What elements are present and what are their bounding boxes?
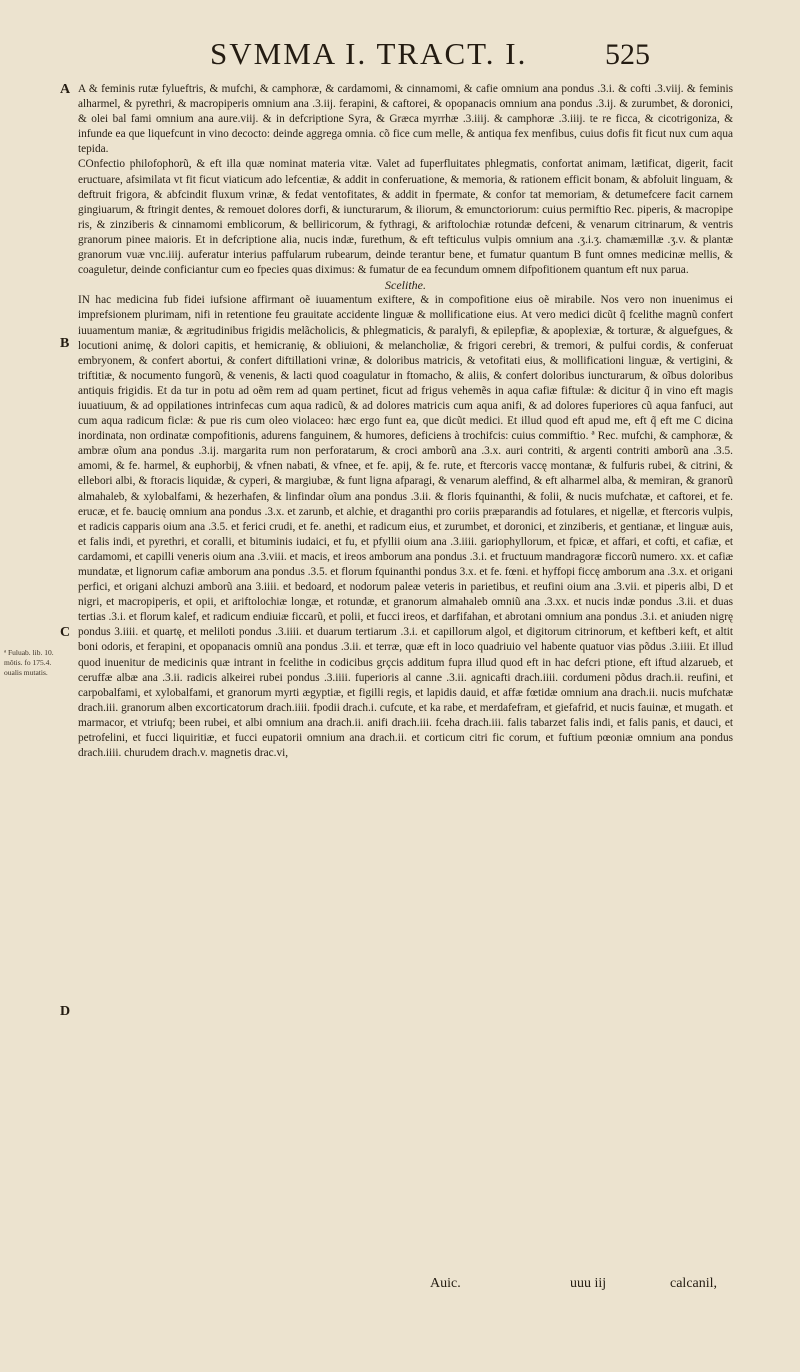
recipe-paragraph: A & feminis rutæ fylueftris, & mufchi, & camphoræ, & cardamomi, & cinnamomi, & cafie omnium ana pondus .3.i. & cofti .3.viij. & feminis alharmel, & pyrethri, & macropiperis omnium ana .3.iij. ferapini, & caftorei, & opopanacis omnium ana pondus .3.ij. & zurumbet, & doronici, & olei bal fami omnium ana aure.viij. & in defcriptione Syra, & Græca myrrhæ .3.iiij. & camphoræ .3.iiij. te re ficca, & cicotrigoniza, & infunde ea que liquefcunt in vino decocto: deinde aggrega omnia. cõ fice cum melle, & antiqua fex menfibus, cuius dofis fit ficut nux cum aqua tepida. <box>78 83 733 156</box>
section-heading: Scelithe. <box>385 278 426 293</box>
margin-note <box>4 648 70 678</box>
section-marker-d: D <box>60 1004 71 1019</box>
section-marker-a: A <box>60 82 71 97</box>
section-marker-c: C <box>60 625 71 640</box>
catchword: Auic. <box>430 1276 461 1291</box>
margin-note-line: oualis mutatis. <box>4 668 48 677</box>
confectio-paragraph: COnfectio philofophorũ, & eft illa quæ nominat materia vitæ. Valet ad fuperfluitates phlegmatis, confortat animam, lætificat, digerit, facit eructuare, afsimilata vt fit ficut viaticum ado lefcentiæ, & addit in conferuatione, & memoria, & rationem efficit bonam, & abfoluit linguam, & deftruit frigora, & abfcindit fluxum vrinæ, & fedat ventofitates, & addit in fpermate, & confor tat memoriam, & detumefcere facit carnem gingiuarum, & ftringit dentes, & remouet dolores dorfi, & iuncturarum, & iliorum, & emunctoriorum: cuius permiftio Rec. piperis, & macropipe ris, & zinziberis & cinnamomi emblicorum, & belliricorum, & fythragi, & ariftolochiæ rotundæ defceni, & venarum citrinarum, & ventris granorum pinee maioris. Et in defcriptione alia, nucis indæ, furethum, & eft tefticulus vulpis omnium ana .ʒ.i.ʒ. chamæmillæ .ʒ.v. & plantæ granorum vuæ vnc.iiij. auferatur interius paffularum rubearum, deinde terantur bene, et fumatur quantum B funt omnes medicinæ mellis, & coaguletur, deinde conficiantur cum eo fpecies quas diximus: & fumatur de ea fecundum omnem difpofitionem quantum eft nux parua. <box>78 158 733 277</box>
margin-note-line: ª Fuluab. lib. 10. <box>4 648 54 657</box>
signature-mark: uuu iij <box>570 1276 607 1291</box>
main-text <box>78 82 733 761</box>
running-title: SVMMA I. TRACT. I. <box>210 36 528 71</box>
margin-note-line: mõtis. fo 175.4. <box>4 658 52 667</box>
section-marker-b: B <box>60 336 70 351</box>
catchword-next: calcanil, <box>670 1276 718 1291</box>
folio-number: 525 <box>605 38 650 71</box>
scelithe-paragraph: IN hac medicina fub fidei iufsione affirmant oẽ iuuamentum exiftere, & in compofitione eius oẽ mirabile. Nos vero non inuenimus ei imprefsionem plurimam, nifi in retentione feu grauitate accidente linguæ & mollificatione eius. At vero medici dicũt q̃ fcelithe magnũ confert iuuamentum maniæ, & ægritudinibus frigidis melãcholicis, & phlegmaticis, & paralyfi, & epilepfiæ, & apoplexiæ, & torturæ, & alguefgues, & locutioni animę, & dolori capitis, et hemicranię, & obliuioni, & melancholiæ, & frigori cerebri, & tremori, & pulfui cordis, & conferuat embryonem, & confert abortui, & confert diftillationi vrinæ, & doloribus matricis, & vetofitati eius, & mollificationi linguæ, & vertigini, & triftitiæ, & nocumento fungorũ, & venenis, & lacti quod coagulatur in ftomacho, & aliis, & confert doloribus iuncturarum, & oĩbus doloribus antiquis frigidis. Et da tur in potu ad oẽm rem ad quam pertinet, ficut ad frigus vehemẽs in aqua cafiæ fiftulæ: & dicitur q̃ in vino eft magis iuuatiuum, & ad oppilationes intrinfecas cum aqua radicũ, & ad dolores matricis cum aqua anifi, & ad dolores fuperiores cũ aqua fanfuci, aut cum aqua radicum ficlæ: & pue ris cum oleo violaceo: hæc ergo funt ea, que dicũt medici. Et illud quod eft apud me, eft q̃ eft me C dicina inordinata, non ordinatæ compofitionis, adurens fanguinem, & humores, deficiens à trochifcis: cuius commiftio. ª Rec. mufchi, & camphoræ, & ambræ oĩum ana pondus .3.ij. margarita rum non perforatarum, & croci amborũ ana .3.x. auri contriti, & argenti contriti amborũ ana .3.5. amomi, & fe. harmel, & euphorbij, & vfnen nabati, & vfnee, et fe. apij, & fe. rute, et ftercoris vaccę montanæ, & fulfuris rubei, & citrini, & ellebori albi, & ftoracis liquidæ, & cyperi, & margiubæ, & funt ligna afparagi, & venarum aleffind, & eft alharmel alba, & memiran, & granorũ almahaleb, & xylobalfami, & hezerhafen, & linfindar oĩum ana pondus .3.ii. & floris fquinanthi, & folii, & nucis mufchatæ, et caftorei, et fe. erucæ, et fe. baucię omnium ana pondus .3.x. et zarunb, et alchie, et draganthi pro coriis præparandis ad fotulares, et nigellæ, et ftercoris vulpis, et radicis capparis oium ana .3.5. et ferici crudi, et fe. anethi, et radicum eius, et zurumbet, et doronici, et zinziberis, et gentianæ, et linguæ auis, et falis indi, et pyrethri, et coralli, et bituminis iudaici, et fu, et pfyllii oium ana .3.iiii. gariophyllorum, et fpicæ, et affari, et cofti, et cafiæ, et cardamomi, et capilli veneris oium ana .3.viii. et macis, et ireos amborum ana pondus .3.i. et fructuum mandragoræ ficcorũ numero. xx. et cafiæ mundatæ, et lignorum cafiæ amborum ana pondus .3.5. et florum fquinanthi pondus 3.x. et fe. fœni. et hyffopi ficcę amborum ana .3.x. et origani perfici, et origani alchuzi amborũ ana 3.iiii. et bedoard, et nodorum paleæ veteris in parietibus, et reufini oium ana .3.vii. et piperis albi, D et nigri, et macropiperis, et opii, et ariftolochiæ longæ, et rotundæ, et granorum almahaleb omniũ ana .3.xx. et nucis indæ pondus .3.ii. et duas tertias .3.i. et florum kalef, et radicum endiuiæ ficcarũ, et polii, et fucci ireos, et darfifahan, et abrotani omnium ana pondus .3.i. et aniuden nigrę pondus 3.iiii. et quartę, et meliloti pondus .3.iiii. et duarum tertiarum .3.i. et capillorum algol, et digitorum citrinorum, et keftberi keft, et altit boni odoris, et ferapini, et opopanacis omniũ ana pondus .3.ii. et terræ, quæ eft in loco quadriuio vel habente quatuor vias põdus .3.iiii. Et illud quod inuenitur de medicinis quæ intrant in fcelithe in codicibus grçcis additum fupra illud quod eft in hac defcri ptione, eft iftud alzarueb, et ceruffæ albæ ana .3.ii. radicis alkeirei rubei pondus .3.iiii. fuperioris al canne .3.ii. agnicafti drach.iiii. cordumeni põdus drach.ii. reufini, et carpobalfami, et xylobalfami, et granorum myrti ægyptiæ, et figilli regis, et lapidis dauid, et affæ fœtidæ omnium ana drach.ii. nucis mufchatæ drach.iii. granorum alben excorticatorum drach.iiii. fpodii drach.i. cufcute, et ka rabe, et merdafefram, et giefafrid, et nucis fauinæ, et mugath. et marmacor, et vtriufq; been rubei, et albi omnium ana drach.ii. anifi drach.iii. fceha drach.iii. falis tabarzet falis indi, et falis panis, et dauci, et petrofelini, et fucci liquiritiæ, et fucci eupatorii omnium ana drach.ii. et corticum citri fic corum, et fuftium pœoniæ omnium ana pondus drach.iiii. churudem drach.v. magnetis drac.vi, <box>78 294 733 760</box>
catchwords <box>430 1276 750 1296</box>
page-header <box>0 36 800 76</box>
